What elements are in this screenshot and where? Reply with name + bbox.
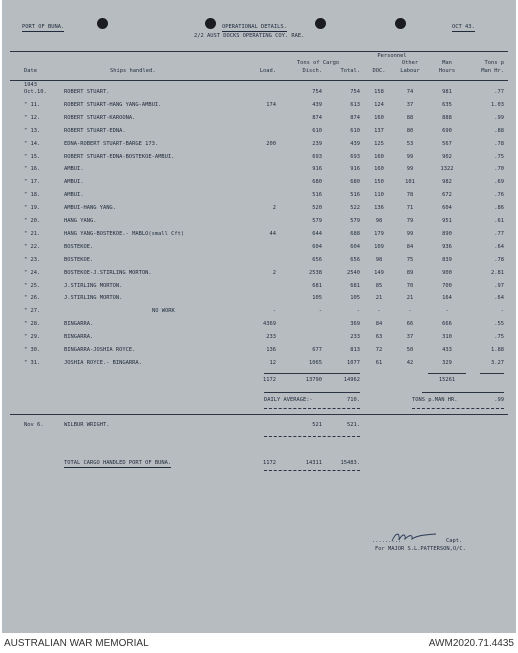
row-date: " 29. [24,334,41,341]
document-page [2,0,516,633]
row-tpm: .78 [494,140,504,147]
row-other: 78 [406,192,414,199]
row-disch: 916 [312,166,322,173]
row-tpm: .86 [494,205,504,212]
row-hours: 981 [442,89,452,95]
row-date: " 18. [24,192,41,199]
row-doc: 124 [374,101,384,108]
rule [10,414,508,415]
punch-hole [205,18,216,29]
col-disch: Disch. [302,68,322,74]
row-ships: AMBUI. [64,179,84,186]
row-ships: AMBUI-HANG YANG. [64,205,116,212]
row-doc: 110 [374,192,384,199]
row-other: 50 [406,347,414,353]
archive-footer [0,633,518,653]
row-tpm: .76 [494,192,504,199]
total-rule [422,392,504,393]
row-hours: 890 [442,230,452,237]
row-doc: 160 [374,114,384,121]
row-date: " 23. [24,256,41,263]
row-load: 233 [266,334,276,341]
col-man: Man [442,60,452,66]
daily-average-value: 710. [347,397,360,403]
row-date: " 13. [24,127,41,134]
row-disch: 604 [312,243,322,250]
total-rule [264,392,360,393]
row-disch: 656 [312,256,322,263]
dashed-rule [412,408,504,409]
row-tpm: .77 [494,230,504,237]
row-disch: 105 [312,295,322,302]
row-disch: 644 [312,230,322,237]
total-rule [480,373,504,374]
footer-left: AUSTRALIAN WAR MEMORIAL [4,638,149,649]
row-doc: 149 [374,269,384,276]
row-ships: ROBERT STUART-KAROONA. [64,114,136,121]
row-other: 37 [406,101,414,108]
row-date: " 17. [24,179,41,186]
row-other: 99 [406,153,414,160]
row-tpm: .88 [494,127,504,134]
row-doc: 125 [374,140,384,147]
row-doc: 61 [375,359,383,366]
nov-total: 521. [347,422,360,428]
row-ships: ROBERT STUART. [64,89,110,95]
row-other: 21 [406,295,414,302]
punch-hole [315,18,326,29]
row-total: 693 [350,153,360,160]
row-ships: ROBERT STUART-EDNA. [64,127,126,134]
row-total: 610 [350,127,360,134]
total-rule [428,373,466,374]
row-load: 136 [266,347,276,353]
row-doc: 136 [374,205,384,212]
row-other: 74 [406,89,414,95]
row-tpm: .61 [494,218,504,224]
row-ships: EDNA-ROBERT STUART-BARGE 173. [64,140,159,147]
row-total: - [356,308,360,315]
row-tpm: .64 [494,243,504,250]
row-date: " 27. [24,308,41,315]
row-other: 71 [406,205,414,212]
row-doc: 98 [375,256,383,263]
col-date: Date [24,68,37,74]
row-ships: HANG YANG-BOSTEKOE.- MABLO(small Cft) [64,230,185,237]
row-ships: J.STIRLING MORTON. [64,295,123,302]
total-total: 14962 [343,377,360,383]
row-date: " 19. [24,205,41,212]
grand-load: 1172 [263,460,276,466]
row-date: " 12. [24,114,41,121]
row-disch: 516 [312,192,322,199]
col-doc: DOC. [372,68,386,74]
nov-ships: WILBUR WRIGHT. [64,422,110,428]
row-disch: 610 [312,127,322,134]
row-total: 681 [350,282,360,289]
col-tons: Tons p [484,60,504,66]
row-doc: 98 [375,218,383,224]
row-total: 522 [350,205,360,212]
total-rule [302,373,360,374]
row-tpm: 2.81 [491,269,504,276]
row-ships: ROBERT STUART-HANG YANG-AMBUI. [64,101,162,108]
punch-hole [395,18,406,29]
row-load: 2 [272,205,276,212]
daily-average-label: DAILY AVERAGE:- [264,397,313,403]
row-other: 37 [406,334,414,341]
row-ships: J.STIRLING MORTON. [64,282,123,289]
row-tpm: .75 [494,334,504,341]
row-date: " 21. [24,230,41,237]
row-load: 44 [269,230,276,237]
row-doc: 150 [374,179,384,186]
row-other: 88 [406,114,414,121]
col-total: Total. [340,68,360,74]
row-doc: 109 [374,243,384,250]
row-load: 4369 [263,321,276,328]
row-date: " 26. [24,295,41,302]
col-hours: Hours [438,68,456,74]
col-cargo-group: Tons of Cargo [296,60,340,66]
row-total: 105 [350,295,360,302]
row-other: 84 [406,243,414,250]
row-other: 101 [405,179,415,186]
row-hours: 951 [442,218,452,224]
row-tpm: 1.88 [491,347,504,353]
row-hours: 982 [442,179,452,186]
row-tpm: .70 [494,166,504,173]
header-port: PORT OF BUNA. [22,24,65,30]
row-hours: 310 [442,334,452,341]
row-total: 2540 [347,269,360,276]
row-total: 516 [350,192,360,199]
row-hours: 433 [442,347,452,353]
nov-disch: 521 [312,422,322,428]
row-disch: 680 [312,179,322,186]
row-date: " 25. [24,282,41,289]
row-ships: JOSHIA ROYCE.- BINGARRA. [64,359,142,366]
row-hours: 567 [442,140,452,147]
row-total: 579 [350,218,360,224]
row-load: 174 [266,101,276,108]
row-other: - [408,308,412,315]
row-other: 99 [406,230,414,237]
row-date: Oct.10. [24,89,47,95]
row-ships: ROBERT STUART-EDNA-BOSTEKOE-AMBUI. [64,153,175,160]
row-disch: 874 [312,114,322,121]
row-hours: 936 [442,243,452,250]
row-total: 1077 [347,359,360,366]
row-total: 874 [350,114,360,121]
row-tpm: 3.27 [491,359,504,366]
row-doc: - [377,308,381,315]
row-tpm: .99 [494,114,504,121]
grand-total-label: TOTAL CARGO HANDLED PORT OF BUNA. [64,460,172,466]
row-doc: 84 [375,321,383,328]
row-doc: 137 [374,127,384,134]
row-ships: NO WORK [152,308,175,315]
total-load: 1172 [263,377,276,383]
row-hours: 700 [442,282,452,289]
row-date: " 15. [24,153,41,160]
row-ships: BOSTEKOE. [64,256,94,263]
row-ships: HANG YANG. [64,218,97,224]
row-total: 656 [350,256,360,263]
row-hours: 839 [442,256,452,263]
row-disch: 693 [312,153,322,160]
row-hours: 635 [442,101,452,108]
footer-right: AWM2020.71.4435 [428,638,514,649]
rule [10,51,508,52]
col-labour: Labour [400,68,420,74]
row-date: " 22. [24,243,41,250]
row-doc: 63 [375,334,383,341]
year-label: 1943 [24,82,37,88]
row-disch: 239 [312,140,322,147]
row-ships: BINGARRA. [64,334,94,341]
row-ships: BINGARRA-JOSHIA ROYCE. [64,347,136,353]
row-ships: AMBUI. [64,166,84,173]
dashed-rule [264,470,360,471]
signature-capt: Capt. [446,538,463,544]
row-doc: 160 [374,166,384,173]
row-other: 66 [406,321,414,328]
row-other: 75 [406,256,414,263]
total-disch: 13790 [305,377,322,383]
tons-man-hr-label: TONS p.MAN HR. [412,397,458,403]
signature-dots: ......... [372,538,402,544]
row-date: " 14. [24,140,41,147]
row-doc: 179 [374,230,384,237]
row-disch: 520 [312,205,322,212]
row-date: " 11. [24,101,41,108]
row-doc: 160 [374,153,384,160]
row-doc: 72 [375,347,383,353]
row-total: 369 [350,321,360,328]
row-total: 754 [350,89,360,95]
row-date: " 28. [24,321,41,328]
row-total: 688 [350,230,360,237]
row-other: 70 [406,282,414,289]
row-tpm: 1.03 [491,101,504,108]
row-tpm: .69 [494,179,504,186]
header-period: OCT 43. [452,24,475,30]
row-hours: 329 [442,359,452,366]
row-load: 2 [272,269,276,276]
row-other: 42 [406,359,414,366]
row-load: - [272,308,276,315]
col-other: Other [401,60,419,66]
row-disch: 1065 [309,359,322,366]
nov-date: Nov 6. [24,422,44,428]
col-ships: Ships handled. [110,68,156,74]
col-tpm: Man Hr. [481,68,504,74]
row-tpm: .64 [494,295,504,302]
row-total: 613 [350,101,360,108]
row-total: 680 [350,179,360,186]
row-disch: 681 [312,282,322,289]
total-hours: 15261 [438,377,456,383]
row-hours: - [445,308,449,315]
row-hours: 666 [442,321,452,328]
col-load: Load. [259,68,276,74]
row-other: 99 [406,166,414,173]
row-ships: BOSTEKOE. [64,243,94,250]
row-tpm: .77 [494,89,504,95]
tons-man-hr-value: .99 [494,397,504,403]
row-load: 200 [266,140,276,147]
row-hours: 900 [442,269,452,276]
row-total: 233 [350,334,360,341]
row-tpm: .97 [494,282,504,289]
row-tpm: .55 [494,321,504,328]
dashed-rule [264,408,360,409]
header-title: OPERATIONAL DETAILS. [222,24,287,30]
row-tpm: - [500,308,504,315]
row-tpm: .75 [494,153,504,160]
row-load: 12 [269,359,276,366]
row-doc: 158 [374,89,384,95]
row-hours: 604 [442,205,452,212]
row-hours: 690 [442,127,452,134]
punch-hole [97,18,108,29]
header-subtitle: 2/2 AUST DOCKS OPERATING COY. RAE. [194,33,305,39]
row-hours: 164 [442,295,452,302]
signature-for: For MAJOR S.L.PATTERSON,O/C. [375,546,466,552]
row-other: 80 [406,127,414,134]
row-other: 79 [406,218,414,224]
row-ships: AMBUI. [64,192,84,199]
total-rule [264,373,302,374]
row-ships: BINGARRA. [64,321,94,328]
row-total: 813 [350,347,360,353]
row-disch: 439 [312,101,322,108]
row-date: " 20. [24,218,41,224]
row-date: " 24. [24,269,41,276]
row-date: " 30. [24,347,41,353]
row-tpm: .78 [494,256,504,263]
row-doc: 85 [375,282,383,289]
row-date: " 31. [24,359,41,366]
rule [10,80,508,81]
row-other: 89 [406,269,414,276]
row-date: " 16. [24,166,41,173]
grand-total: 15483. [340,460,360,466]
row-disch: 754 [312,89,322,95]
row-hours: 672 [442,192,452,199]
dashed-rule [264,436,360,437]
row-ships: BOSTEKOE-J.STIRLING MORTON. [64,269,152,276]
row-disch: 2538 [309,269,322,276]
row-total: 916 [350,166,360,173]
row-disch: - [318,308,322,315]
row-total: 439 [350,140,360,147]
grand-disch: 14311 [305,460,322,466]
row-disch: 579 [312,218,322,224]
row-hours: 1322 [440,166,454,173]
row-other: 53 [406,140,414,147]
row-disch: 677 [312,347,322,353]
row-doc: 21 [375,295,383,302]
row-hours: 902 [442,153,452,160]
col-personnel: Personnel [377,53,407,59]
row-hours: 888 [442,114,452,121]
row-total: 604 [350,243,360,250]
